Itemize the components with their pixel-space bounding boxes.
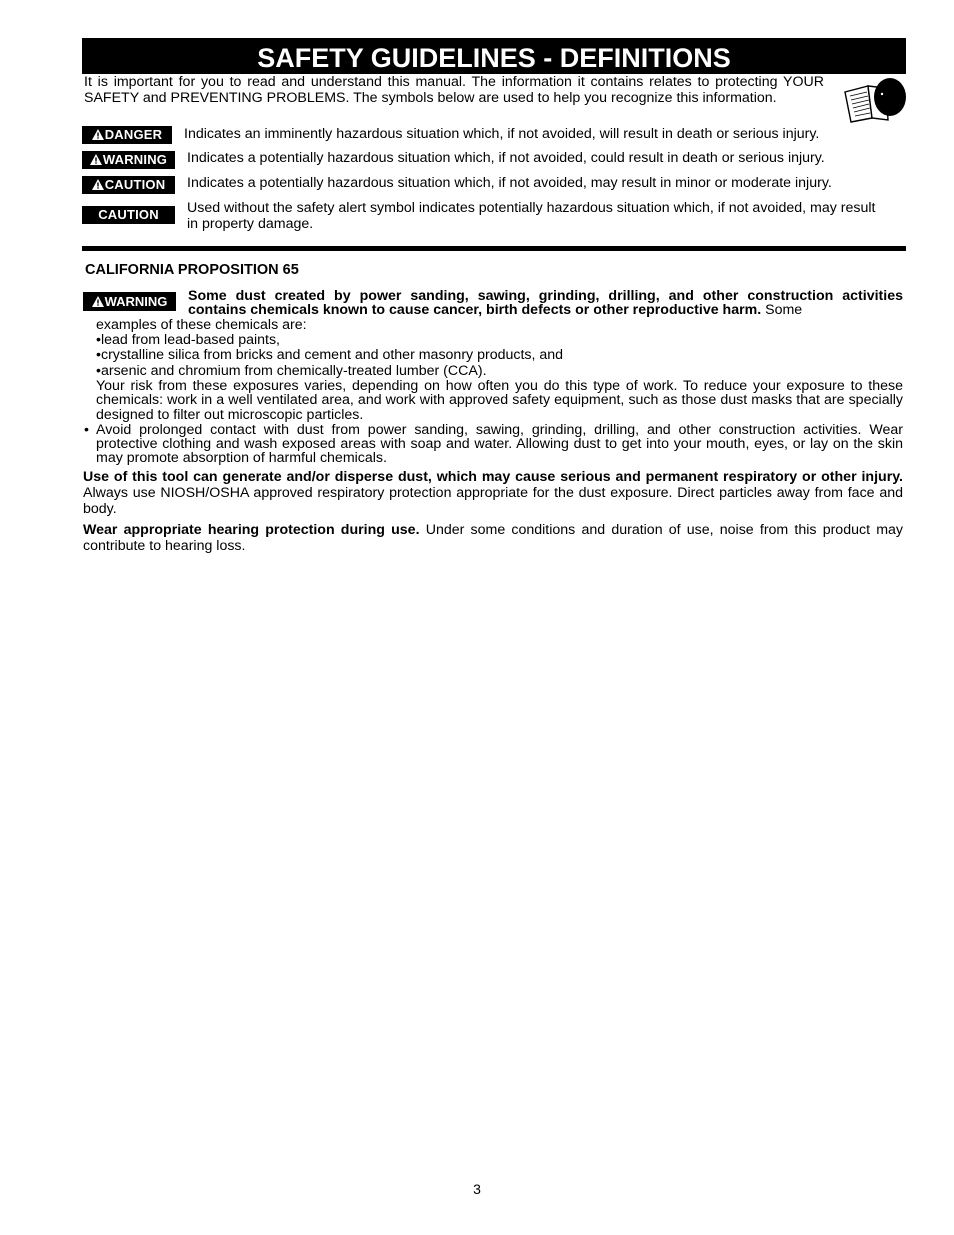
- definition-text: Used without the safety alert symbol indicates potentially hazardous situation which, if not avoided, may result in property damage.: [187, 200, 876, 232]
- exposure-risk-text: Your risk from these exposures varies, depending on how often you do this type of work. To reduce your exposure to these chemicals: work in a well ventilated area, and work with approved safety equipment, such as those dust masks that are specially designed to filter out microscopic particles.: [96, 377, 903, 423]
- definition-text: Indicates a potentially hazardous situation which, if not avoided, could result in death or serious injury.: [187, 150, 825, 166]
- prop65-heading: CALIFORNIA PROPOSITION 65: [85, 262, 299, 278]
- definition-text: Indicates an imminently hazardous situation which, if not avoided, will result in death or serious injury.: [184, 126, 820, 142]
- alert-triangle-icon: [90, 154, 102, 165]
- alert-triangle-icon: [92, 129, 104, 140]
- list-item: •arsenic and chromium from chemically-treated lumber (CCA).: [96, 362, 487, 379]
- prop65-body: [96, 318, 903, 423]
- danger-signal-word: DANGER: [82, 126, 172, 144]
- caution-signal-word-plain: CAUTION: [82, 206, 175, 224]
- intro-text: It is important for you to read and understand this manual. The information it contains relates to protecting YOUR SAFETY and PREVENTING PROBLEMS. The symbols below are used to help you recognize this information.: [84, 74, 824, 107]
- caution-signal-word: CAUTION: [82, 176, 175, 194]
- read-manual-icon: [842, 78, 908, 124]
- hearing-warning-paragraph: Wear appropriate hearing protection during use. Under some conditions and duration of use, noise from this product may contribute to hearing loss.: [83, 522, 903, 555]
- examples-intro: examples of these chemicals are:: [96, 317, 307, 333]
- alert-triangle-icon: [92, 179, 104, 190]
- list-item: •lead from lead-based paints,: [96, 332, 280, 349]
- list-item: •crystalline silica from bricks and cement and other masonry products, and: [96, 347, 564, 364]
- avoid-contact-item: • Avoid prolonged contact with dust from power sanding, sawing, grinding, drilling, and other construction activities. Wear protective clothing and wash exposed areas with soap and water. Allowing dust to get into your mouth, eyes, or lay on the skin may promote absorption of harmful chemicals.: [84, 422, 903, 467]
- warning-signal-word: WARNING: [82, 151, 175, 169]
- definition-text: Indicates a potentially hazardous situation which, if not avoided, may result in minor or moderate injury.: [187, 175, 832, 191]
- section-divider: [82, 246, 906, 251]
- prop65-warning-signal-word: WARNING: [83, 292, 176, 311]
- alert-triangle-icon: [92, 296, 104, 307]
- prop65-lead: Some dust created by power sanding, sawing, grinding, drilling, and other construction activities contains chemicals known to cause cancer, birth defects or other reproductive harm. Some: [188, 288, 903, 319]
- page-number: 3: [473, 1181, 481, 1197]
- page-title: SAFETY GUIDELINES - DEFINITIONS: [82, 38, 906, 74]
- dust-warning-paragraph: Use of this tool can generate and/or disperse dust, which may cause serious and permanent respiratory or other injury. Always use NIOSH/OSHA approved respiratory protection appropriate for the dust exposure. Direct particles away from face and body.: [83, 469, 903, 518]
